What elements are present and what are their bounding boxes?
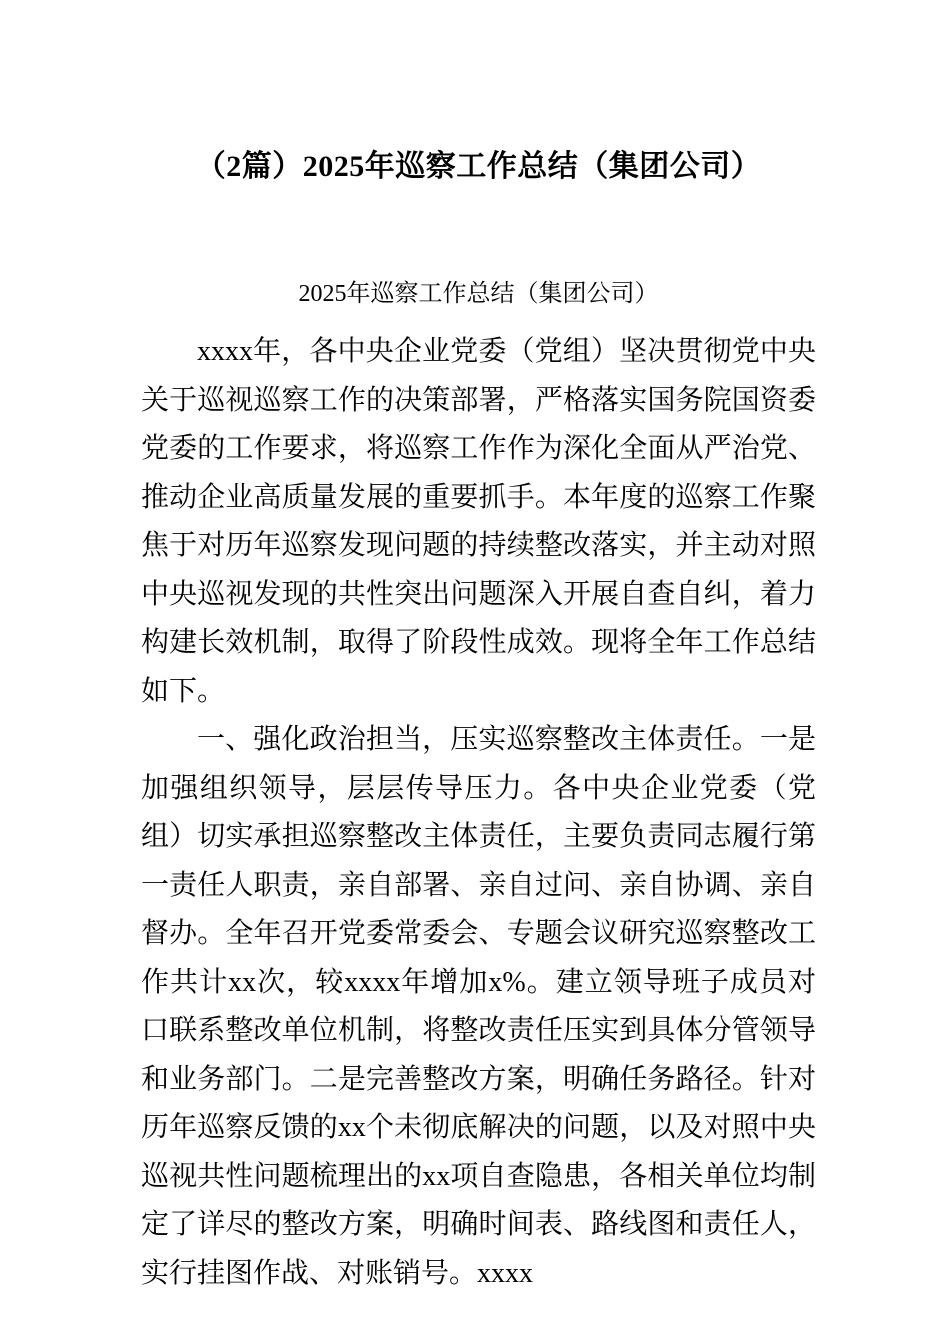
document-title: （2篇）2025年巡察工作总结（集团公司） [195, 150, 762, 183]
document-body [141, 328, 816, 1298]
paragraph: xxxx年，各中央企业党委（党组）坚决贯彻党中央关于巡视巡察工作的决策部署，严格落实国务院国资委党委的工作要求，将巡察工作作为深化全面从严治党、推动企业高质量发展的重要抓手。本年度的巡察工作聚焦于对历年巡察发现问题的持续整改落实，并主动对照中央巡视发现的共性突出问题深入开展自查自纠，着力构建长效机制，取得了阶段性成效。现将全年工作总结如下。 [141, 336, 816, 707]
document-subtitle: 2025年巡察工作总结（集团公司） [298, 281, 659, 307]
paragraph: 一、强化政治担当，压实巡察整改主体责任。一是加强组织领导，层层传导压力。各中央企业党委（党组）切实承担巡察整改主体责任，主要负责同志履行第一责任人职责，亲自部署、亲自过问、亲自协调、亲自督办。全年召开党委常委会、专题会议研究巡察整改工作共计xx次，较xxxx年增加x%。建立领导班子成员对口联系整改单位机制，将整改责任压实到具体分管领导和业务部门。二是完善整改方案，明确任务路径。针对历年巡察反馈的xx个未彻底解决的问题，以及对照中央巡视共性问题梳理出的xx项自查隐患，各相关单位均制定了详尽的整改方案，明确时间表、路线图和责任人，实行挂图作战、对账销号。xxxx [141, 724, 816, 1289]
